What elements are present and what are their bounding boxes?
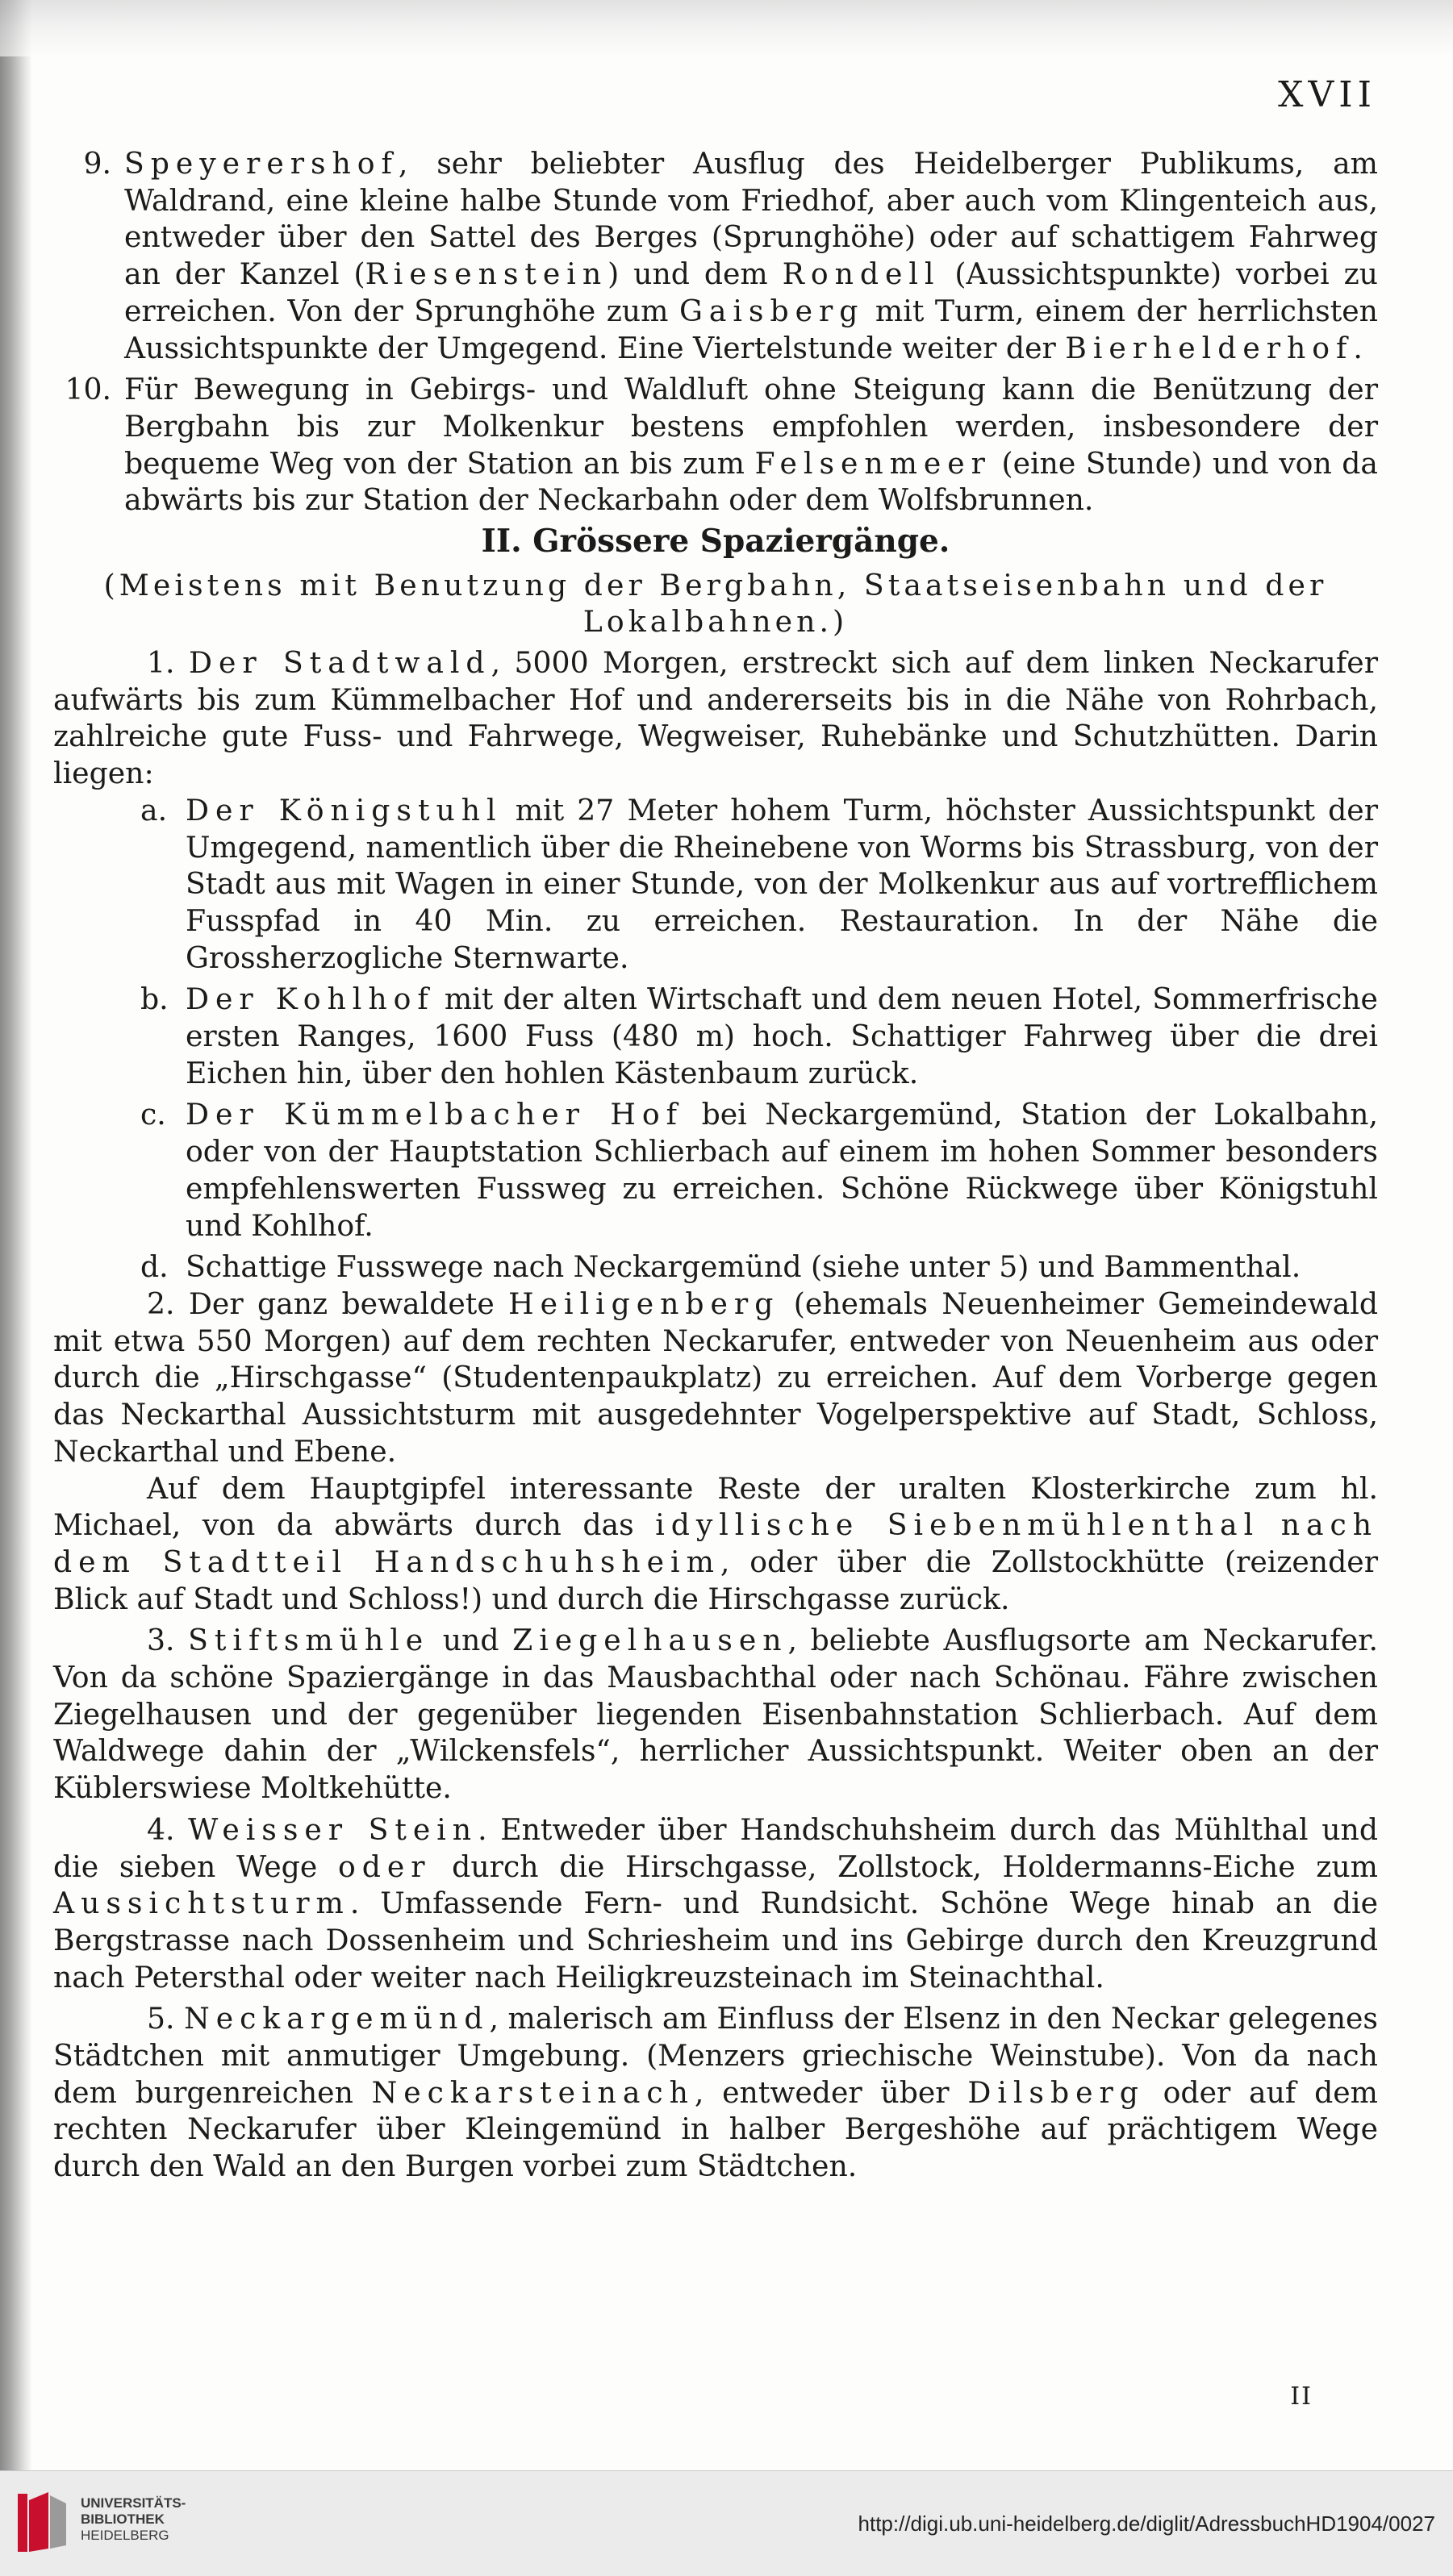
paragraph-2b xyxy=(53,1470,1378,1618)
place-name: Neckarsteinach xyxy=(371,2074,695,2110)
place-name: Aussichtsturm xyxy=(53,1886,350,1921)
place-name: Stiftsmühle xyxy=(188,1623,430,1658)
paragraph-text: , oder über die Zollstockhütte (reizender Blick auf Stadt und Schloss!) und durch die Hirschgasse zurück. xyxy=(53,1544,1378,1616)
paragraph-4 xyxy=(53,1811,1378,1996)
item-text: . xyxy=(1353,330,1363,365)
digitization-footer xyxy=(0,2470,1453,2576)
paragraph-text: , entweder über xyxy=(694,2074,968,2110)
paragraph-1 xyxy=(53,644,1378,792)
sub-item-text: Schattige Fusswege nach Neckargemünd (siehe unter 5) und Bammenthal. xyxy=(186,1249,1301,1285)
sub-item-label: a. xyxy=(140,792,168,827)
place-name: Gaisberg xyxy=(678,293,865,328)
sub-item-text: bei Neckargemünd, Station der Lokalbahn, oder von der Hauptstation Schlierbach auf einem im hohen Sommer besonders empfehlenswerten Fussweg zu erreichen. Schöne Rückwege über Königstuhl und Kohlhof. xyxy=(186,1097,1378,1243)
sub-item-c xyxy=(140,1096,1378,1244)
item-text: mit Turm, einem der herrlichsten Aussichtspunkte der Umgegend. Eine Viertelstunde weiter der xyxy=(124,293,1378,365)
paragraph-text: , 5000 Morgen, erstreckt sich auf dem linken Neckarufer aufwärts bis zum Kümmelbacher Hof und andererseits bis in die Nähe von Rohrbach, zahlreiche gute Fuss- und Fahrwege, Wegweiser, Ruhebänke und Schutzhütten. Darin liegen: xyxy=(53,645,1379,791)
place-name: Der Königstuhl xyxy=(186,792,503,827)
paragraph-text: 2. Der ganz bewaldete xyxy=(147,1286,509,1321)
paragraph-text: , malerisch am Einfluss der Elsenz in den Neckar gelegenes Städtchen mit anmutiger Umgebung. (Menzers griechische Weinstube). Von da nach dem burgenreichen xyxy=(53,2001,1379,2110)
paragraph-number: 1. xyxy=(147,645,189,681)
book-spine-shadow xyxy=(0,0,32,2470)
place-name: Neckargemünd xyxy=(184,2001,490,2036)
paragraph-number: 3. xyxy=(147,1623,189,1658)
paragraph-text xyxy=(1259,1507,1281,1542)
page-top-edge xyxy=(0,0,1453,56)
paragraph-5 xyxy=(53,2000,1378,2185)
sub-item-text: mit der alten Wirtschaft und dem neuen Hotel, Sommerfrische ersten Ranges, 1600 Fuss (480 m) hoch. Schattiger Fahrweg über die drei Eichen hin, über den hohlen Kästenbaum zurück. xyxy=(186,982,1378,1090)
institution-name xyxy=(81,2495,186,2544)
list-item-9 xyxy=(53,145,1378,366)
institution-line: HEIDELBERG xyxy=(81,2528,169,2543)
page-body xyxy=(53,145,1378,2185)
paragraph-number: 4. xyxy=(147,1811,189,1847)
place-name: Felsenmeer xyxy=(754,445,992,481)
sub-item-a xyxy=(140,792,1378,977)
paragraph-number: 5. xyxy=(147,2001,185,2036)
place-name: Der Kohlhof xyxy=(186,982,435,1017)
section-subtitle: (Meistens mit Benutzung der Bergbahn, Staatseisenbahn und der Lokalbahnen.) xyxy=(103,568,1328,640)
sub-item-d xyxy=(140,1248,1378,1286)
paragraph-text: (ehemals Neuenheimer Gemeindewald mit etwa 550 Morgen) auf dem rechten Neckarufer, entweder von Neuenheim aus oder durch die „Hirschgasse“ (Studentenpaukplatz) zu erreichen. Auf dem Vorberge gegen das Neckarthal Aussichtsturm mit ausgedehnter Vogelperspektive auf Stadt, Schloss, Neckarthal und Ebene. xyxy=(53,1286,1378,1469)
institution-line: BIBLIOTHEK xyxy=(81,2511,165,2527)
paragraph-text: . Umfassende Fern- und Rundsicht. Schöne Wege hinab an die Bergstrasse nach Dossenheim und Schriesheim und ins Gebirge durch den Kreuzgrund nach Petersthal oder weiter nach Heiligkreuzsteinach im Steinachthal. xyxy=(53,1886,1378,1995)
place-name: Bierhelderhof xyxy=(1065,330,1354,365)
sub-item-label: c. xyxy=(140,1097,166,1132)
place-name: Heiligenberg xyxy=(508,1286,780,1321)
sub-item-text: mit 27 Meter hohem Turm, höchster Aussichtspunkt der Umgegend, namentlich über die Rheinebene von Worms bis Strassburg, von der Stadt aus mit Wagen in einer Stunde, von der Molkenkur aus auf vortrefflichem Fusspfad in 40 Min. zu erreichen. Restauration. In der Nähe die Grossherzogliche Sternwarte. xyxy=(186,792,1378,975)
item-text: , sehr beliebter Ausflug des Heidelberger Publikums, am Waldrand, eine kleine halbe Stunde vom Friedhof, aber auch vom Klingenteich aus, entweder über den Sattel des Berges (Sprunghöhe) oder auf schattigem Fahrweg an der Kanzel ( xyxy=(124,146,1378,292)
place-name: idyllische Siebenmühlenthal xyxy=(655,1507,1260,1543)
emphasis: oder xyxy=(337,1849,432,1884)
place-name: nach dem Stadtteil Handschuhsheim xyxy=(53,1507,1378,1579)
sub-item-b xyxy=(140,981,1378,1091)
institution-line: UNIVERSITÄTS- xyxy=(81,2495,186,2511)
place-name: Dilsberg xyxy=(967,2074,1145,2110)
section-heading: II. Grössere Spaziergänge. xyxy=(481,523,950,561)
item-text: (Aussichtspunkte) vorbei zu erreichen. Von der Sprunghöhe zum xyxy=(124,256,1378,328)
library-logo-icon xyxy=(16,2489,68,2557)
item-text: Für Bewegung in Gebirgs- und Waldluft ohne Steigung kann die Benützung der Bergbahn bis zur Molkenkur bestens empfohlen werden, insbesondere der bequeme Weg von der Station an bis zum xyxy=(124,372,1378,481)
list-item-10 xyxy=(53,371,1378,519)
place-name: Rondell xyxy=(782,256,941,292)
place-name: Ziegelhausen xyxy=(512,1623,788,1658)
place-name: Weisser Stein xyxy=(188,1811,478,1847)
place-name: Speyerershof xyxy=(124,146,399,181)
paragraph-text: . Entweder über Handschuhsheim durch das Mühlthal und die sieben Wege xyxy=(53,1811,1378,1884)
paragraph-text: , beliebte Ausflugsorte am Neckarufer. Von da schöne Spaziergänge in das Mausbachthal oder nach Schönau. Fähre zwischen Ziegelhausen und der gegenüber liegenden Eisenbahnstation Schlierbach. Auf dem Waldwege dahin der „Wilckensfels“, herrlicher Aussichtspunkt. Weiter oben an der Küblerswiese Moltkehütte. xyxy=(53,1623,1379,1806)
place-name: Riesenstein xyxy=(365,256,608,292)
list-number: 9. xyxy=(83,146,111,181)
source-url-link[interactable]: http://digi.ub.uni-heidelberg.de/diglit/AdressbuchHD1904/0027 xyxy=(858,2511,1435,2536)
sub-list xyxy=(53,792,1378,1286)
list-number: 10. xyxy=(65,372,111,407)
paragraph-text: und xyxy=(429,1623,513,1658)
paragraph-text: Auf dem Hauptgipfel interessante Reste der uralten Klosterkirche zum hl. Michael, von da abwärts durch das xyxy=(53,1470,1378,1543)
paragraph-text: durch die Hirschgasse, Zollstock, Holdermanns-Eiche zum xyxy=(431,1849,1378,1884)
item-text: ) und dem xyxy=(608,256,783,292)
paragraph-2 xyxy=(53,1286,1378,1470)
place-name: Der Kümmelbacher Hof xyxy=(186,1097,684,1132)
item-text: (eine Stunde) und von da abwärts bis zur Station der Neckarbahn oder dem Wolfsbrunnen. xyxy=(124,445,1378,518)
place-name: Der Stadtwald xyxy=(188,645,491,681)
paragraph-3 xyxy=(53,1622,1378,1807)
paragraph-text: oder auf dem rechten Neckarufer über Kleingemünd in halber Bergeshöhe auf prächtigem Wege durch den Wald an den Burgen vorbei zum Städtchen. xyxy=(53,2074,1378,2184)
signature-mark: II xyxy=(1290,2382,1313,2411)
sub-item-label: b. xyxy=(140,982,169,1017)
page-number: XVII xyxy=(1278,74,1376,115)
sub-item-label: d. xyxy=(140,1249,169,1285)
